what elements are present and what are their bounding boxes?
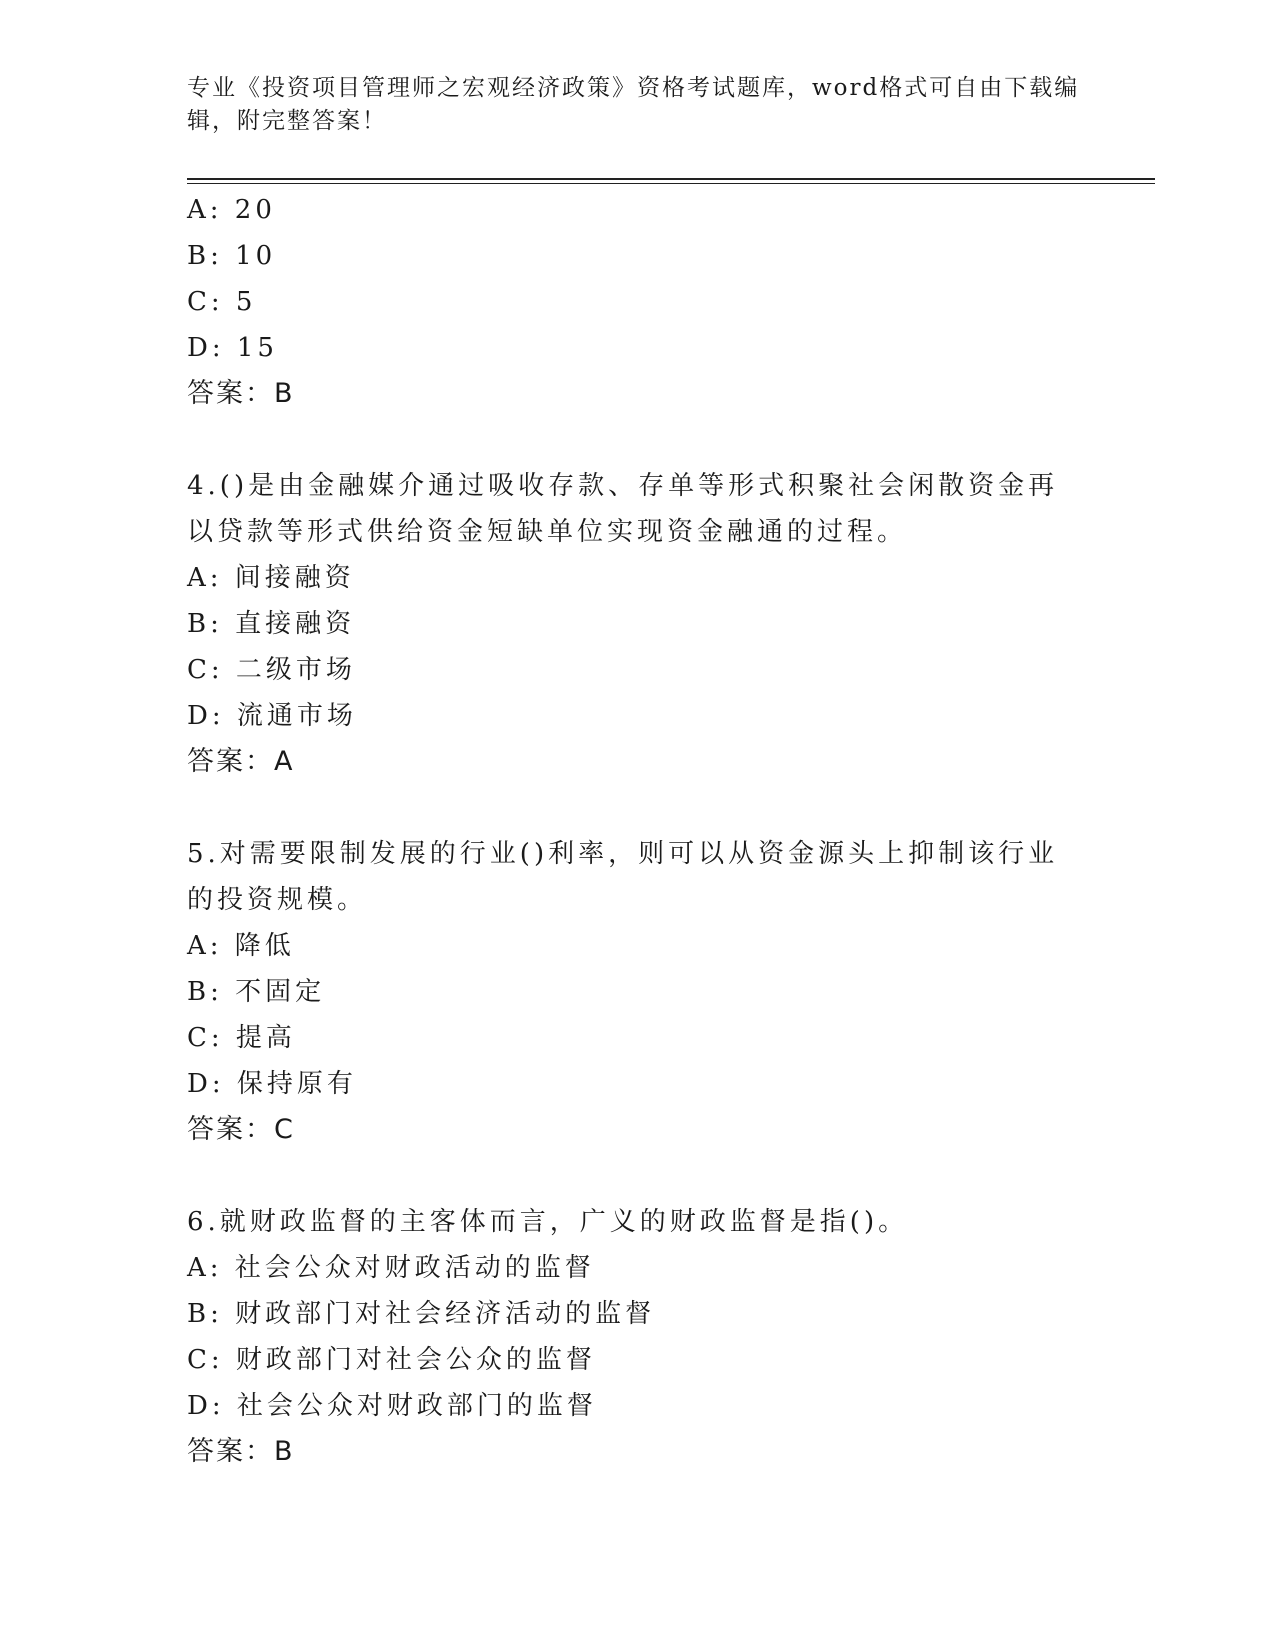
question-stem: 4.()是由金融媒介通过吸收存款、存单等形式积聚社会闲散资金再以贷款等形式供给资金短缺单位实现资金融通的过程。 xyxy=(187,471,1059,547)
option-b: B: 不固定 xyxy=(187,977,326,1007)
header-rule-thick xyxy=(187,178,1155,180)
option-c: C: 提高 xyxy=(187,1023,296,1053)
question-6 xyxy=(187,1199,1087,1475)
option-c: C: 5 xyxy=(187,287,257,317)
answer-line: 答案：C xyxy=(187,1114,295,1145)
spacer xyxy=(187,417,1087,463)
option-c: C: 财政部门对社会公众的监督 xyxy=(187,1345,596,1375)
document-header: 专业《投资项目管理师之宏观经济政策》资格考试题库，word格式可自由下载编辑，附完整答案！ xyxy=(187,75,1080,134)
option-a: A: 间接融资 xyxy=(187,563,355,593)
option-a: A: 社会公众对财政活动的监督 xyxy=(187,1253,595,1283)
question-5 xyxy=(187,831,1087,1153)
option-d: D: 流通市场 xyxy=(187,701,357,731)
header-rule-thin xyxy=(187,183,1155,184)
option-d: D: 保持原有 xyxy=(187,1069,357,1099)
option-d: D: 15 xyxy=(187,333,278,363)
spacer xyxy=(187,1153,1087,1199)
question-stem: 5.对需要限制发展的行业()利率，则可以从资金源头上抑制该行业的投资规模。 xyxy=(187,839,1059,915)
answer-line: 答案：B xyxy=(187,1436,295,1467)
option-c: C: 二级市场 xyxy=(187,655,356,685)
answer-line: 答案：A xyxy=(187,746,295,777)
option-a: A: 20 xyxy=(187,195,276,225)
option-a: A: 降低 xyxy=(187,931,295,961)
spacer xyxy=(187,785,1087,831)
option-b: B: 直接融资 xyxy=(187,609,356,639)
question-3-partial xyxy=(187,187,1087,417)
question-4 xyxy=(187,463,1087,785)
answer-line: 答案：B xyxy=(187,378,295,409)
option-d: D: 社会公众对财政部门的监督 xyxy=(187,1391,597,1421)
question-list xyxy=(187,187,1087,1475)
option-b: B: 财政部门对社会经济活动的监督 xyxy=(187,1299,656,1329)
option-b: B: 10 xyxy=(187,241,277,271)
question-stem: 6.就财政监督的主客体而言，广义的财政监督是指()。 xyxy=(187,1207,909,1237)
